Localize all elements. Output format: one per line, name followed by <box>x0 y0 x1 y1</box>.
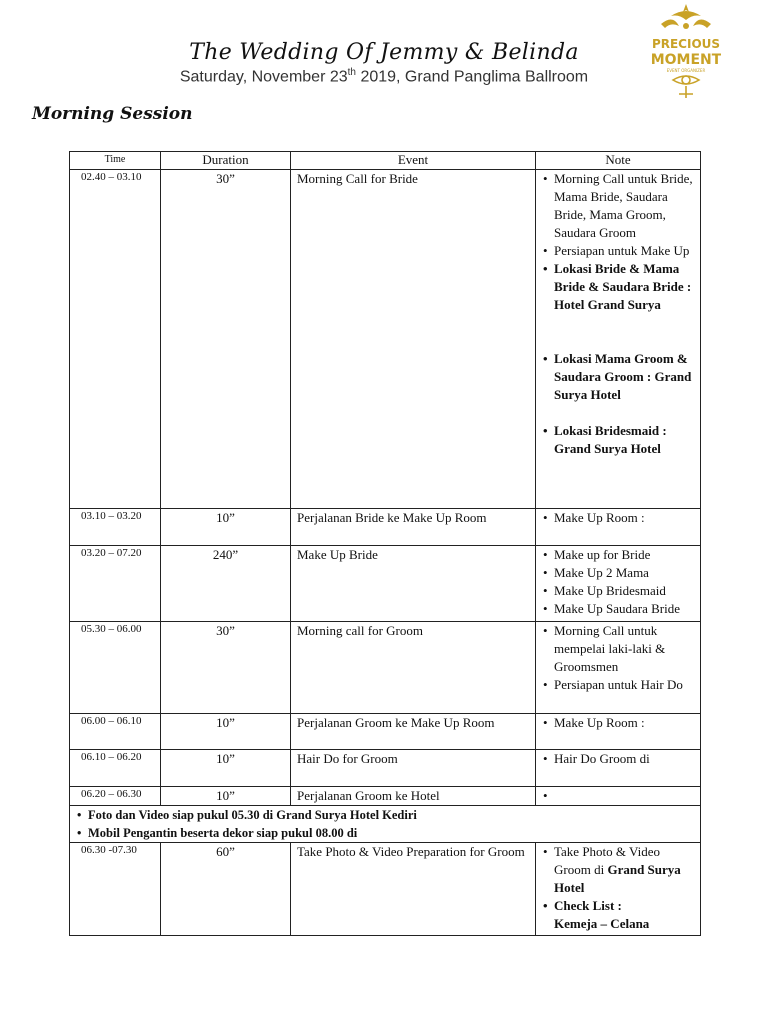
row-duration: 10” <box>161 750 291 787</box>
row-duration: 10” <box>161 787 291 806</box>
header-note: Note <box>536 152 701 170</box>
table-row <box>70 750 701 787</box>
row-event: Take Photo & Video Preparation for Groom <box>291 843 536 936</box>
announcement-cell <box>70 806 701 843</box>
row-duration: 10” <box>161 714 291 750</box>
row-duration: 30” <box>161 622 291 714</box>
row-event: Perjalanan Groom ke Hotel <box>291 787 536 806</box>
row-time: 06.00 – 06.10 <box>70 714 161 750</box>
row-time: 05.30 – 06.00 <box>70 622 161 714</box>
precious-moment-logo <box>651 2 721 102</box>
note-item <box>554 260 696 314</box>
subtitle-venue: 2019, Grand Panglima Ballroom <box>356 68 589 86</box>
row-event: Morning Call for Bride <box>291 170 536 509</box>
note-item: • Persiapan untuk Make Up <box>554 242 696 260</box>
row-duration: 240” <box>161 546 291 622</box>
checklist-items: Kemeja – Celana <box>554 916 650 931</box>
row-note <box>536 170 701 509</box>
row-note <box>536 750 701 787</box>
document-title: The Wedding Of Jemmy & Belinda <box>189 40 579 65</box>
row-note <box>536 843 701 936</box>
logo-text-moment: MOMENT <box>651 52 721 68</box>
note-item: • Make Up Saudara Bride <box>554 600 696 618</box>
row-event: Perjalanan Groom ke Make Up Room <box>291 714 536 750</box>
row-event: Morning call for Groom <box>291 622 536 714</box>
note-item: • Persiapan untuk Hair Do <box>554 676 696 694</box>
note-item: • Make up for Bride <box>554 546 696 564</box>
row-time: 06.30 -07.30 <box>70 843 161 936</box>
note-item: • Make Up Room : <box>554 509 696 527</box>
table-row <box>70 622 701 714</box>
note-location-value: Grand Surya Hotel <box>554 862 681 895</box>
row-note <box>536 622 701 714</box>
note-item: • Lokasi Bridesmaid : Grand Surya Hotel <box>554 422 696 458</box>
announcement-row <box>70 806 701 843</box>
row-duration: 30” <box>161 170 291 509</box>
row-event: Make Up Bride <box>291 546 536 622</box>
header-time: Time <box>70 152 161 170</box>
row-time: 03.10 – 03.20 <box>70 509 161 546</box>
announcement-item: • Foto dan Video siap pukul 05.30 di Grand Surya Hotel Kediri <box>88 806 700 824</box>
table-row <box>70 787 701 806</box>
logo-tagline: EVENT ORGANIZER <box>666 68 706 73</box>
note-item: • Make Up 2 Mama <box>554 564 696 582</box>
checklist-label: Check List : <box>554 898 622 913</box>
subtitle-sup: th <box>347 67 356 78</box>
note-location-label: Lokasi Bride & Mama Bride & Saudara Bride : <box>554 261 692 294</box>
note-item: • Hair Do Groom di <box>554 750 696 768</box>
announcement-item: • Mobil Pengantin beserta dekor siap pukul 08.00 di <box>88 824 700 842</box>
subtitle-date: Saturday, November 23 <box>179 68 348 86</box>
note-text: Take Photo & Video Groom di <box>554 844 661 877</box>
rundown-table <box>69 151 701 936</box>
note-location-value: Hotel Grand Surya <box>554 297 661 312</box>
row-time: 06.10 – 06.20 <box>70 750 161 787</box>
header-duration: Duration <box>161 152 291 170</box>
note-item: • Make Up Bridesmaid <box>554 582 696 600</box>
row-event: Perjalanan Bride ke Make Up Room <box>291 509 536 546</box>
table-row <box>70 170 701 509</box>
note-item: • Morning Call untuk Bride, Mama Bride, Saudara Bride, Mama Groom, Saudara Groom <box>554 170 696 242</box>
row-event: Hair Do for Groom <box>291 750 536 787</box>
row-note <box>536 714 701 750</box>
note-item: • Morning Call untuk mempelai laki-laki & Groomsmen <box>554 622 696 676</box>
row-note <box>536 787 701 806</box>
session-title: Morning Session <box>32 104 193 124</box>
note-item <box>554 843 696 897</box>
note-item <box>554 897 696 933</box>
row-time: 02.40 – 03.10 <box>70 170 161 509</box>
row-note <box>536 546 701 622</box>
row-duration: 60” <box>161 843 291 936</box>
table-row <box>70 714 701 750</box>
header-event: Event <box>291 152 536 170</box>
note-item: • Lokasi Mama Groom & Saudara Groom : Grand Surya Hotel <box>554 350 696 404</box>
table-row <box>70 509 701 546</box>
table-row <box>70 843 701 936</box>
row-time: 03.20 – 07.20 <box>70 546 161 622</box>
row-time: 06.20 – 06.30 <box>70 787 161 806</box>
row-duration: 10” <box>161 509 291 546</box>
row-note <box>536 509 701 546</box>
table-row <box>70 546 701 622</box>
logo-text-precious: PRECIOUS <box>651 37 721 51</box>
note-item: • Make Up Room : <box>554 714 696 732</box>
